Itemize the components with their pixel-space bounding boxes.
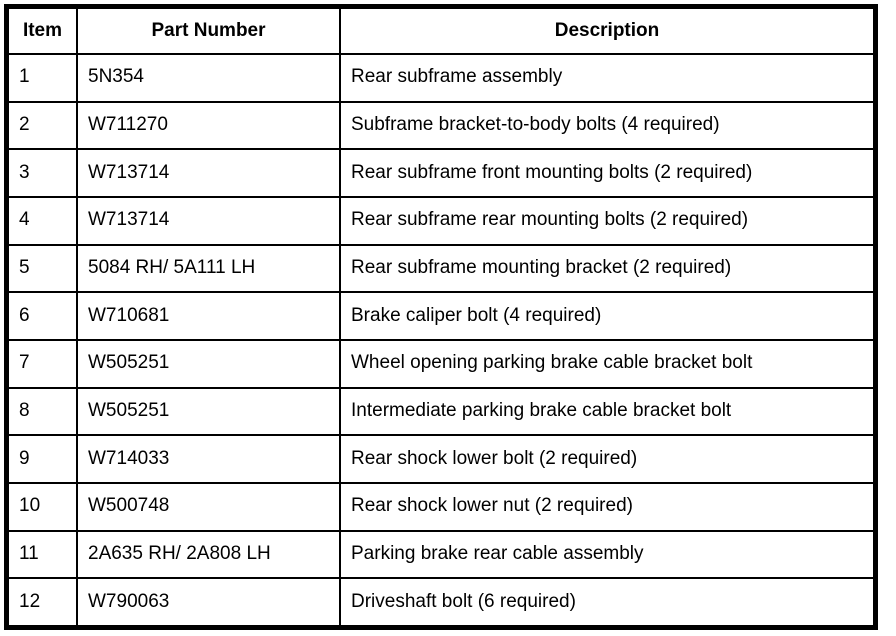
description-cell: Rear subframe assembly: [340, 54, 876, 102]
table-row: [7, 197, 876, 245]
table-row: [7, 388, 876, 436]
header-item: Item: [7, 7, 78, 55]
table-row: [7, 340, 876, 388]
item-cell: 1: [7, 54, 78, 102]
item-cell: 2: [7, 102, 78, 150]
header-row: [7, 7, 876, 55]
description-cell: Driveshaft bolt (6 required): [340, 578, 876, 627]
description-cell: Rear shock lower nut (2 required): [340, 483, 876, 531]
part-number-cell: W500748: [77, 483, 340, 531]
part-number-cell: W713714: [77, 197, 340, 245]
item-cell: 5: [7, 245, 78, 293]
item-cell: 9: [7, 435, 78, 483]
table-row: [7, 578, 876, 627]
part-number-cell: 5N354: [77, 54, 340, 102]
description-cell: Rear subframe rear mounting bolts (2 required): [340, 197, 876, 245]
item-cell: 7: [7, 340, 78, 388]
header-description: Description: [340, 7, 876, 55]
table-row: [7, 102, 876, 150]
item-cell: 3: [7, 149, 78, 197]
part-number-cell: W710681: [77, 292, 340, 340]
item-cell: 11: [7, 531, 78, 579]
item-cell: 10: [7, 483, 78, 531]
part-number-cell: 2A635 RH/ 2A808 LH: [77, 531, 340, 579]
description-cell: Parking brake rear cable assembly: [340, 531, 876, 579]
part-number-cell: W505251: [77, 340, 340, 388]
item-cell: 8: [7, 388, 78, 436]
description-cell: Subframe bracket-to-body bolts (4 required): [340, 102, 876, 150]
item-cell: 4: [7, 197, 78, 245]
table-row: [7, 531, 876, 579]
part-number-cell: W505251: [77, 388, 340, 436]
table-row: [7, 292, 876, 340]
part-number-cell: W790063: [77, 578, 340, 627]
item-cell: 12: [7, 578, 78, 627]
description-cell: Rear subframe front mounting bolts (2 required): [340, 149, 876, 197]
header-part-number: Part Number: [77, 7, 340, 55]
parts-table-body: [7, 54, 876, 628]
description-cell: Rear subframe mounting bracket (2 required): [340, 245, 876, 293]
parts-table-header: [7, 7, 876, 55]
table-row: [7, 245, 876, 293]
table-row: [7, 483, 876, 531]
part-number-cell: W713714: [77, 149, 340, 197]
part-number-cell: W714033: [77, 435, 340, 483]
item-cell: 6: [7, 292, 78, 340]
description-cell: Wheel opening parking brake cable bracket bolt: [340, 340, 876, 388]
part-number-cell: 5084 RH/ 5A111 LH: [77, 245, 340, 293]
table-row: [7, 435, 876, 483]
parts-table: [4, 4, 878, 630]
part-number-cell: W711270: [77, 102, 340, 150]
table-row: [7, 54, 876, 102]
description-cell: Brake caliper bolt (4 required): [340, 292, 876, 340]
table-row: [7, 149, 876, 197]
description-cell: Intermediate parking brake cable bracket bolt: [340, 388, 876, 436]
description-cell: Rear shock lower bolt (2 required): [340, 435, 876, 483]
